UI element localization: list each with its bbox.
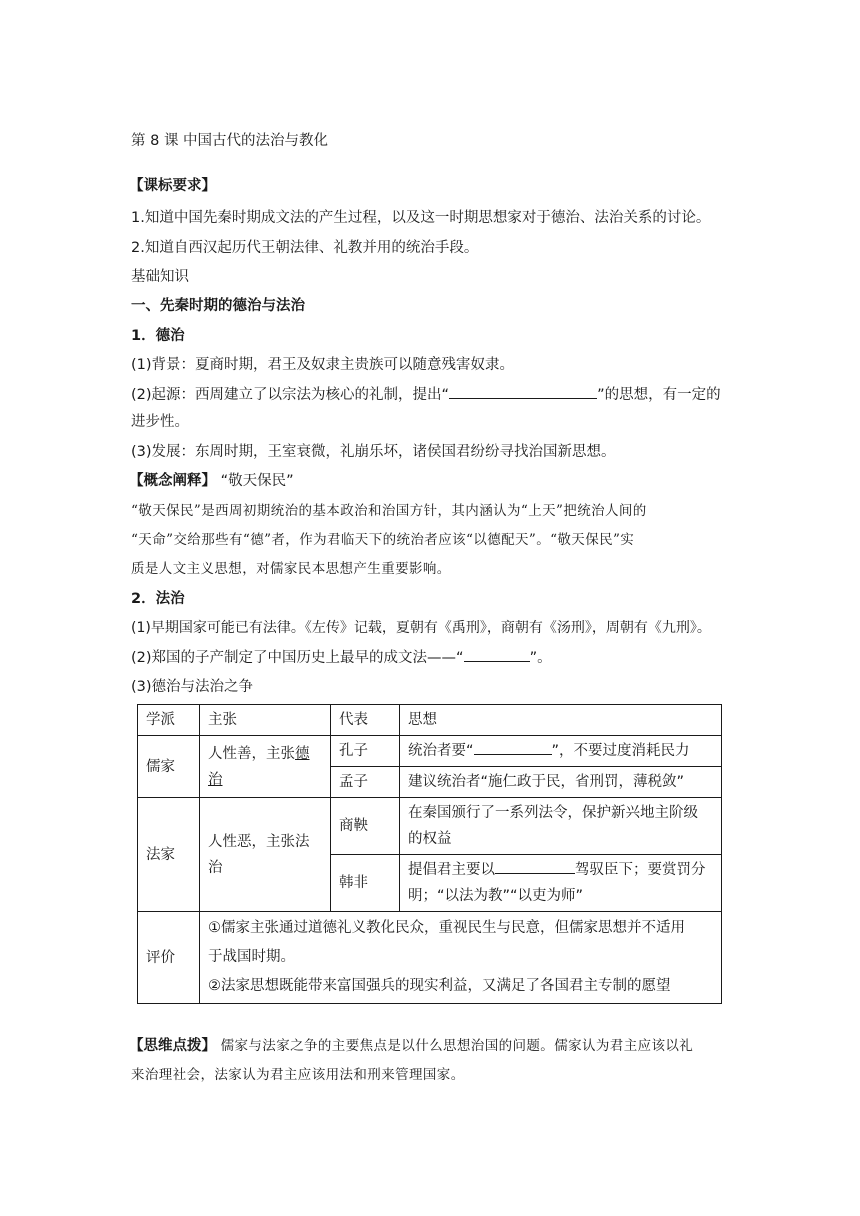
claim-confucian-underlined: 德治 [208,745,310,788]
fazhi-zichan [131,647,552,669]
rep-hanfei: 韩非 [331,855,400,912]
requirements-heading: 【课标要求】 [129,178,216,194]
thought-kongzi-before: 统治者要“ [408,743,474,759]
tip-label: 【思维点拨】 [129,1038,216,1054]
dezhi-origin-after: ”的思想，有一定的 [597,387,721,403]
eval-line2: 于战国时期。 [208,949,295,965]
concept-label: 【概念阐释】 [129,473,216,489]
section1-heading: 一、先秦时期的德治与法治 [131,298,305,314]
fazhi-zichan-after: ”。 [529,650,552,666]
fazhi-debate: (3)德治与法治之争 [131,679,254,695]
school-confucian: 儒家 [138,736,200,798]
fill-blank-zhuxingshu[interactable] [464,647,530,662]
basics-label: 基础知识 [131,269,189,285]
eval-line3: ②法家思想既能带来富国强兵的现实利益，又满足了各国君主专制的愿望 [208,978,671,994]
concept-row [129,470,294,492]
thought-hanfei-after: 驾驭臣下；要赏罚分 [575,862,706,878]
header-thought: 思想 [400,705,722,736]
claim-confucian [200,736,331,798]
fazhi-zichan-before: (2)郑国的子产制定了中国历史上最早的成文法——“ [131,650,464,666]
table-row [138,736,722,767]
thought-mengzi: 建议统治者“施仁政于民，省刑罚，薄税敛” [400,767,722,798]
concept-line-3: 质是人文主义思想，对儒家民本思想产生重要影响。 [131,561,451,577]
thought-kongzi [400,736,722,767]
school-comparison-table [137,704,722,1004]
tip-line-1: 儒家与法家之争的主要焦点是以什么思想治国的问题。儒家认为君主应该以礼 [220,1038,694,1054]
dezhi-origin [131,384,721,406]
fill-blank-kongzi[interactable] [474,740,552,755]
thought-hanfei [400,855,722,912]
claim-confucian-text: 人性善，主张 [208,745,295,762]
concept-line-2: “天命”交给那些有“德”者，作为君临天下的统治者应该“以德配天”。“敬天保民”实 [131,532,635,548]
fill-blank-jingtian[interactable] [449,384,597,399]
dezhi-origin-before: (2)起源：西周建立了以宗法为核心的礼制，提出“ [131,387,450,403]
dezhi-background: (1)背景：夏商时期，君王及奴隶主贵族可以随意残害奴隶。 [131,357,515,373]
table-row [138,798,722,855]
concept-line-1: “敬天保民”是西周初期统治的基本政治和治国方针，其内涵认为“上天”把统治人间的 [131,503,647,519]
rep-kongzi: 孔子 [331,736,400,767]
eval-content [200,912,722,1004]
tip-row [129,1035,693,1057]
table-header-row [138,705,722,736]
dezhi-development: (3)发展：东周时期，王室衰微，礼崩乐坏，诸侯国君纷纷寻找治国新思想。 [131,444,616,460]
lesson-title: 第 8 课 中国古代的法治与教化 [131,133,329,149]
concept-term: “敬天保民” [220,473,294,489]
requirement-item-1: 1.知道中国先秦时期成文法的产生过程，以及这一时期思想家对于德治、法治关系的讨论。 [131,210,711,226]
eval-label: 评价 [138,912,200,1004]
header-representative: 代表 [331,705,400,736]
thought-shangyang-line1: 在秦国颁行了一系列法令，保护新兴地主阶级 [408,805,698,821]
requirement-item-2: 2.知道自西汉起历代王朝法律、礼教并用的统治手段。 [131,240,479,256]
eval-line1: ①儒家主张通过道德礼义教化民众，重视民生与民意，但儒家思想并不适用 [208,920,685,936]
thought-kongzi-after: ”，不要过度消耗民力 [551,743,690,759]
table-row [138,912,722,1004]
rep-shangyang: 商鞅 [331,798,400,855]
dezhi-heading: 1．德治 [131,328,185,344]
rep-mengzi: 孟子 [331,767,400,798]
claim-legalist: 人性恶，主张法治 [200,798,331,912]
fill-blank-hanfei[interactable] [495,859,575,874]
dezhi-origin-cont: 进步性。 [131,414,189,430]
thought-hanfei-before: 提倡君主要以 [408,862,495,878]
header-claim: 主张 [200,705,331,736]
school-legalist: 法家 [138,798,200,912]
thought-hanfei-line1 [408,857,713,883]
tip-line-2: 来治理社会，法家认为君主应该用法和刑来管理国家。 [131,1067,465,1083]
header-school: 学派 [138,705,200,736]
thought-shangyang-line2: 的权益 [408,831,452,847]
thought-hanfei-line2: 明；“以法为教”“以吏为师” [408,888,584,904]
fazhi-early-law: (1)早期国家可能已有法律。《左传》记载，夏朝有《禹刑》，商朝有《汤刑》，周朝有《九刑》。 [131,620,711,636]
thought-shangyang [400,798,722,855]
fazhi-heading: 2．法治 [131,591,185,607]
